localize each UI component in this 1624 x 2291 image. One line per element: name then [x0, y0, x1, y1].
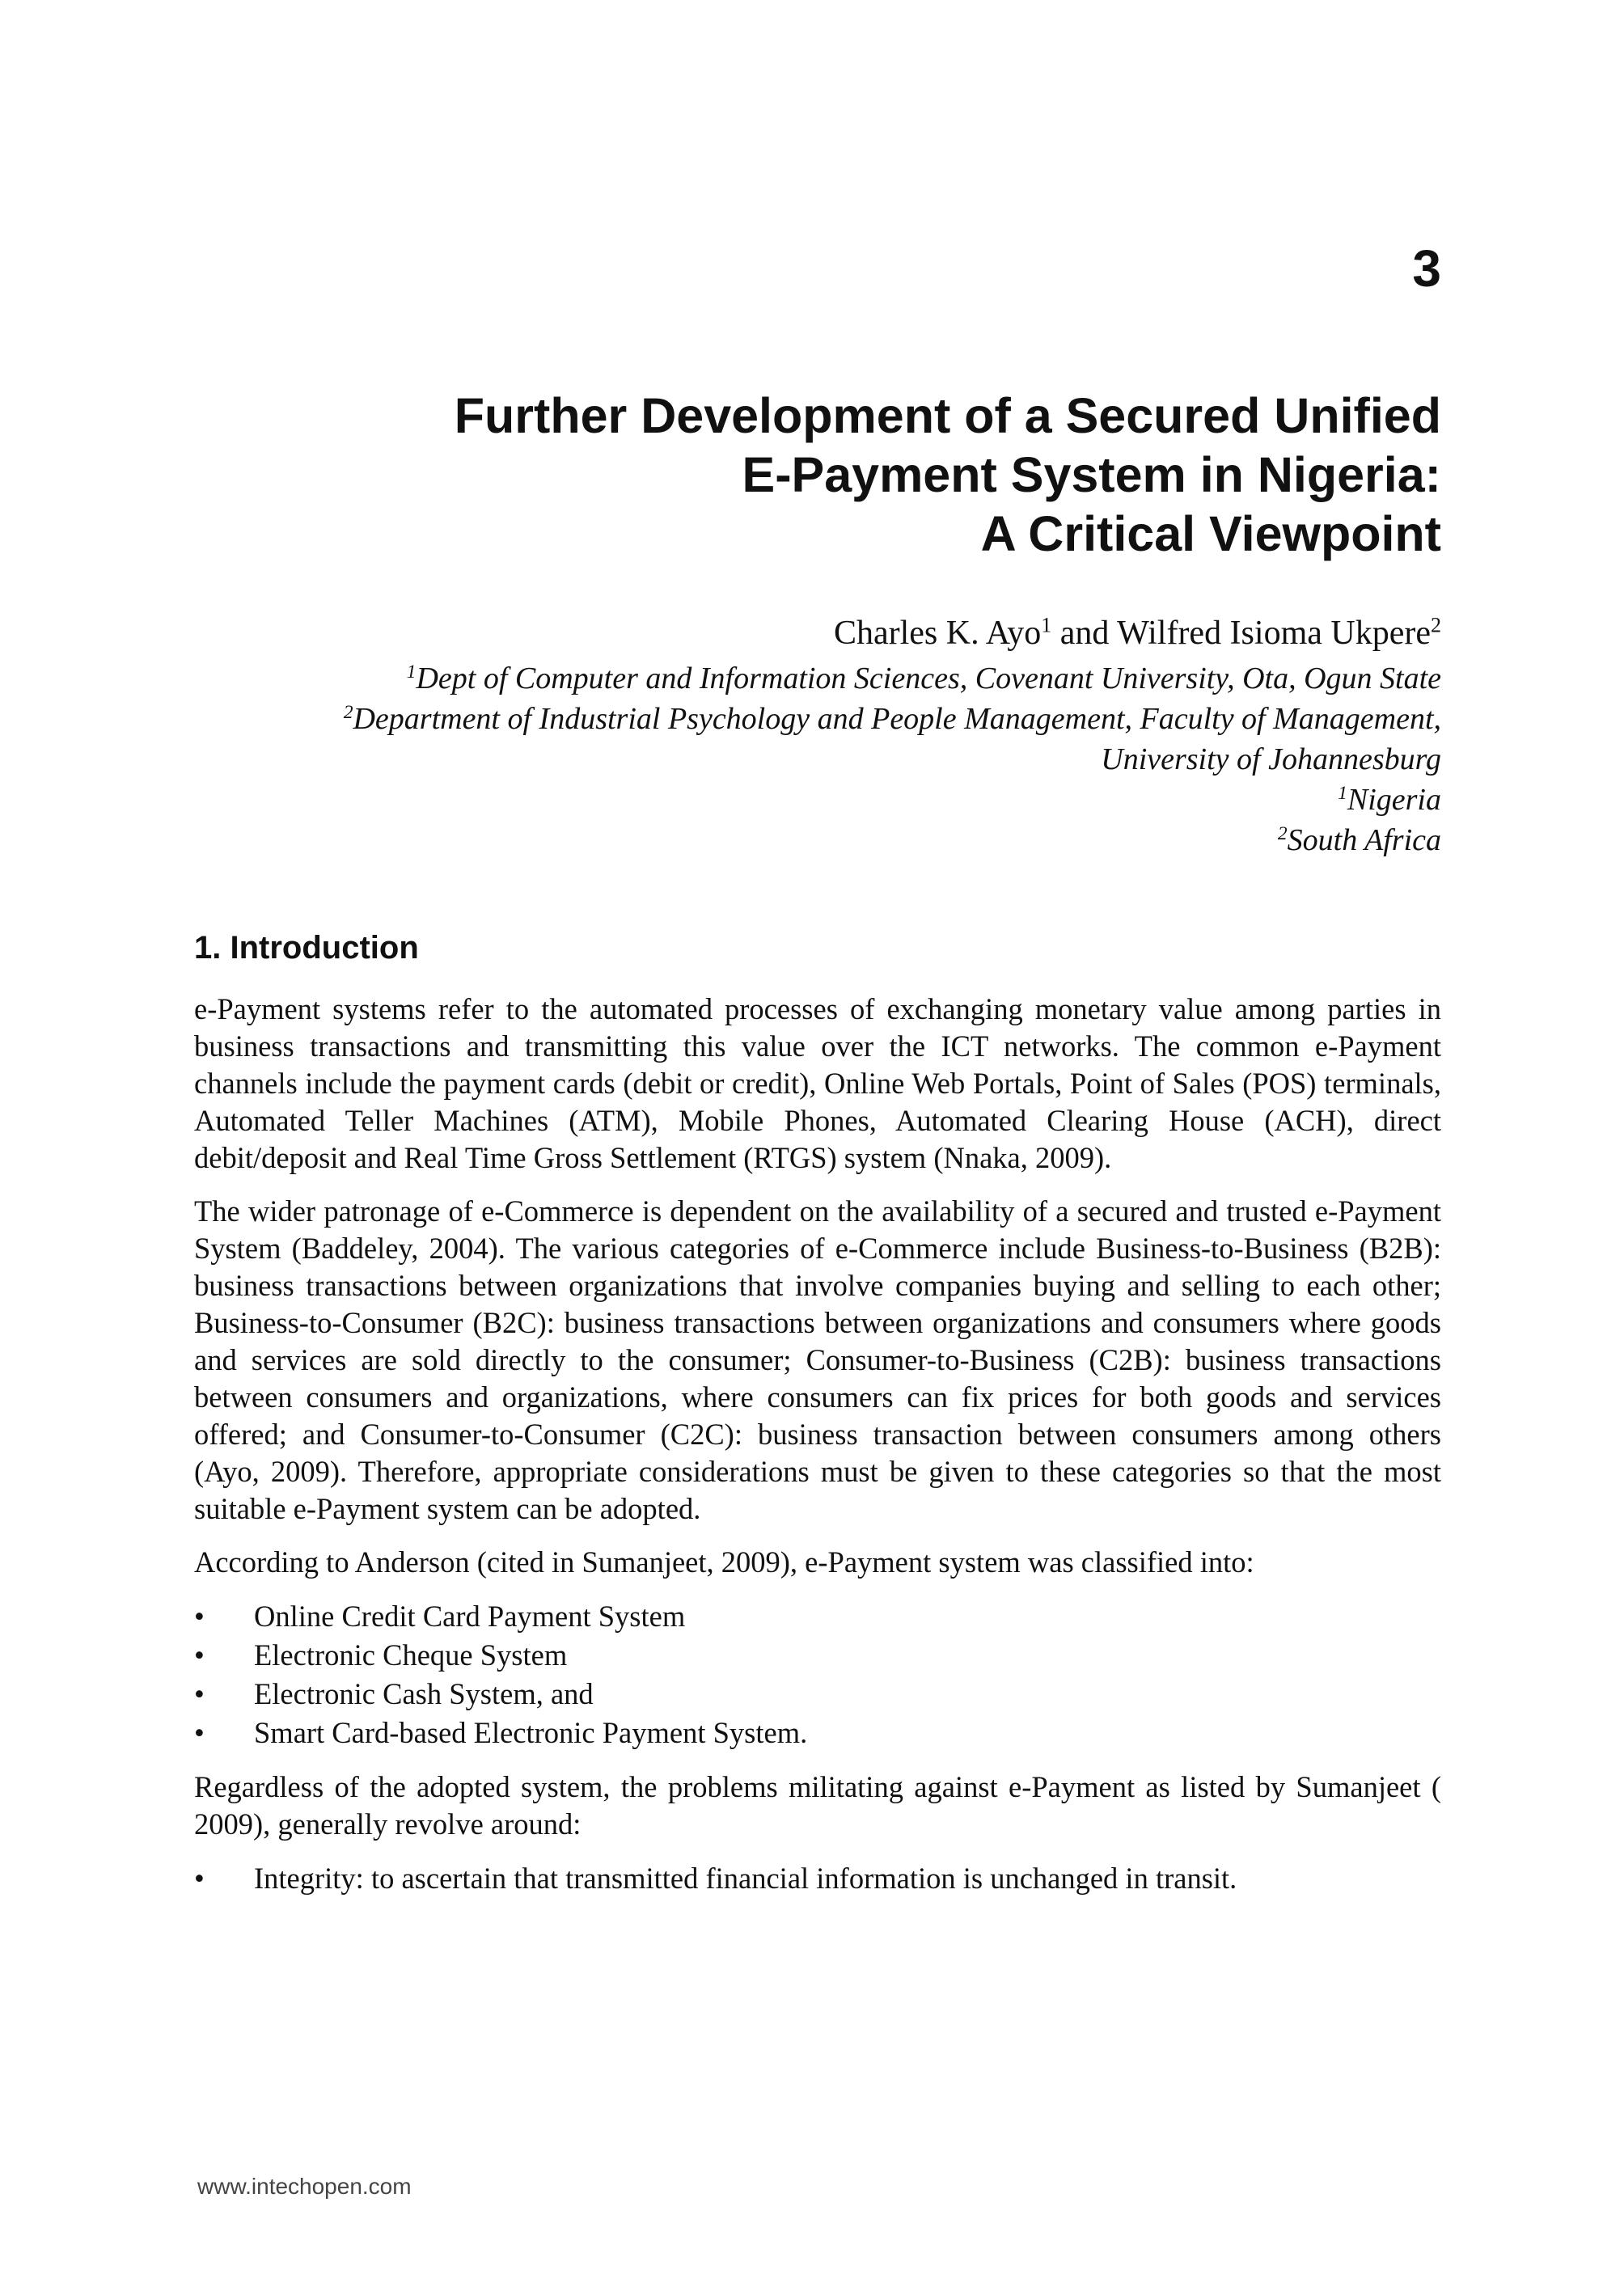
affiliation-superscript: 1	[406, 662, 417, 683]
author-name: Charles K. Ayo	[833, 615, 1042, 652]
bullet-icon: •	[194, 1716, 205, 1749]
affiliation-text: Department of Industrial Psychology and People Management, Faculty of Management,	[353, 702, 1441, 736]
bullet-icon: •	[194, 1638, 205, 1672]
affiliation-superscript: 2	[1277, 823, 1288, 845]
affiliation-line	[66, 699, 1441, 739]
author-name: Wilfred Isioma Ukpere	[1117, 615, 1431, 652]
paragraph: e-Payment systems refer to the automated processes of exchanging monetary value among parties in business transactions and transmitting this value over the ICT networks. The common e-Payment channels include the payment cards (debit or credit), Online Web Portals, Point of Sales (POS) terminals, Automated Teller Machines (ATM), Mobile Phones, Automated Clearing House (ACH), direct debit/deposit and Real Time Gross Settlement (RTGS) system (Nnaka, 2009).	[194, 992, 1441, 1174]
paragraph: According to Anderson (cited in Sumanjeet, 2009), e-Payment system was classified into:	[194, 1545, 1254, 1579]
country-text: South Africa	[1287, 823, 1441, 857]
bullet-list	[194, 1859, 1441, 1898]
chapter-number: 3	[1412, 239, 1441, 298]
affiliation-superscript: 2	[343, 702, 353, 724]
affiliations	[66, 658, 1441, 860]
title-line: A Critical Viewpoint	[980, 506, 1441, 561]
author-superscript: 2	[1430, 613, 1441, 637]
affiliation-line	[66, 739, 1441, 780]
list-item-text: Electronic Cheque System	[254, 1638, 568, 1672]
body-text	[194, 991, 1441, 1914]
list-item	[194, 1597, 1441, 1636]
bullet-icon: •	[194, 1862, 205, 1895]
list-item	[194, 1675, 1441, 1714]
author-superscript: 1	[1041, 613, 1052, 637]
affiliation-superscript: 1	[1338, 783, 1347, 805]
section-heading: 1. Introduction	[194, 930, 419, 966]
paragraph: The wider patronage of e-Commerce is dependent on the availability of a secured and trusted e-Payment System (Baddeley, 2004). The various categories of e-Commerce include Business-to-Business (B2B): business transactions between organizations that involve companies buying and selling to each other; Business-to-Consumer (B2C): business transactions between organizations and consumers where goods and services are sold directly to the consumer; Consumer-to-Business (C2B): business transactions between consumers and organizations, where consumers can fix prices for both goods and services offered; and Consumer-to-Consumer (C2C): business transaction between consumers among others (Ayo, 2009). Therefore, appropriate considerations must be given to these categories so that the most suitable e-Payment system can be adopted.	[194, 1194, 1441, 1525]
list-item	[194, 1859, 1441, 1898]
paragraph: Regardless of the adopted system, the problems militating against e-Payment as listed by Sumanjeet ( 2009), generally revolve around:	[194, 1770, 1441, 1841]
affiliation-country	[66, 780, 1441, 820]
author-conjunction: and	[1051, 615, 1118, 652]
bullet-icon: •	[194, 1600, 205, 1633]
author-line	[834, 613, 1441, 653]
bullet-list	[194, 1597, 1441, 1752]
chapter-title	[147, 387, 1441, 564]
list-item-text: Electronic Cash System, and	[254, 1677, 594, 1710]
affiliation-text: University of Johannesburg	[1101, 742, 1441, 776]
list-item-text: Online Credit Card Payment System	[254, 1600, 686, 1633]
title-line: E-Payment System in Nigeria:	[742, 447, 1441, 502]
bullet-icon: •	[194, 1677, 205, 1710]
list-item	[194, 1636, 1441, 1675]
affiliation-country	[66, 820, 1441, 860]
list-item-text: Smart Card-based Electronic Payment System.	[254, 1716, 808, 1749]
title-line: Further Development of a Secured Unified	[454, 388, 1441, 443]
list-item-text: Integrity: to ascertain that transmitted financial information is unchanged in transit.	[254, 1862, 1237, 1895]
affiliation-text: Dept of Computer and Information Sciences, Covenant University, Ota, Ogun State	[416, 662, 1441, 695]
country-text: Nigeria	[1347, 783, 1441, 817]
footer-url: www.intechopen.com	[197, 2174, 412, 2199]
affiliation-line	[66, 658, 1441, 699]
list-item	[194, 1714, 1441, 1752]
